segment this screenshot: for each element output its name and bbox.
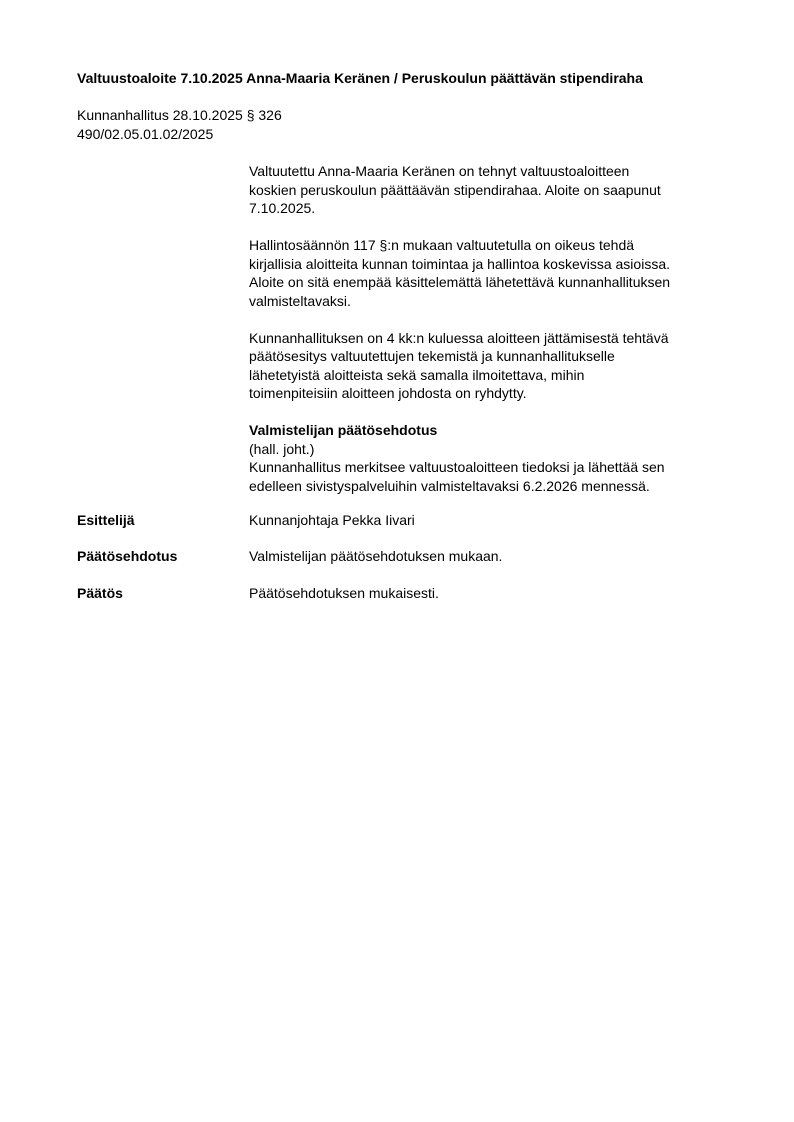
paragraph-line: lähetetyistä aloitteista sekä samalla ilmoitettava, mihin [249, 366, 585, 383]
paragraph-line: Valtuutettu Anna-Maaria Keränen on tehnyt valtuustoaloitteen [249, 163, 630, 179]
presenter-value: Kunnanjohtaja Pekka Iivari [249, 512, 415, 528]
decision-label: Päätös [77, 585, 123, 601]
paragraph-line: Kunnanhallitus merkitsee valtuustoaloitteen tiedoksi ja lähettää sen [249, 459, 665, 475]
paragraph-initiative [249, 162, 749, 218]
presenter-label: Esittelijä [77, 512, 135, 528]
record-number: 490/02.05.01.02/2025 [77, 125, 214, 142]
document-meta [77, 106, 282, 143]
document-title: Valtuustoaloite 7.10.2025 Anna-Maaria Keränen / Peruskoulun päättävän stipendiraha [77, 70, 643, 86]
paragraph-line: koskien peruskoulun päättäävän stipendirahaa. Aloite on saapunut [249, 181, 661, 198]
paragraph-line: kirjallisia aloitteita kunnan toimintaa ja hallintoa koskevissa asioissa. [249, 255, 670, 272]
proposal-value: Valmistelijan päätösehdotuksen mukaan. [249, 548, 503, 564]
paragraph-deadline [249, 329, 749, 403]
preparer-proposal [249, 421, 749, 495]
proposal-label: Päätösehdotus [77, 548, 178, 564]
paragraph-regulation [249, 236, 749, 310]
decision-value: Päätösehdotuksen mukaisesti. [249, 585, 439, 601]
paragraph-line: Aloite on sitä enempää käsittelemättä lähetettävä kunnanhallituksen [249, 274, 671, 290]
paragraph-line: Hallintosäännön 117 §:n mukaan valtuutetulla on oikeus tehdä [249, 237, 635, 253]
meeting-reference: Kunnanhallitus 28.10.2025 § 326 [77, 107, 282, 123]
paragraph-line: 7.10.2025. [249, 200, 316, 216]
document-body [249, 162, 749, 514]
paragraph-line: Kunnanhallituksen on 4 kk:n kuluessa aloitteen jättämisestä tehtävä [249, 329, 669, 346]
paragraph-line: päätösesitys valtuutettujen tekemistä ja kunnanhallitukselle [249, 348, 615, 364]
paragraph-line: edelleen sivistyspalveluihin valmisteltavaksi 6.2.2026 mennessä. [249, 477, 650, 494]
paragraph-line: toimenpiteisiin aloitteen johdosta on ryhdytty. [249, 385, 527, 401]
proposal-heading: Valmistelijan päätösehdotus [249, 422, 438, 438]
proposal-preparer: (hall. joht.) [249, 440, 315, 457]
paragraph-line: valmisteltavaksi. [249, 292, 351, 309]
